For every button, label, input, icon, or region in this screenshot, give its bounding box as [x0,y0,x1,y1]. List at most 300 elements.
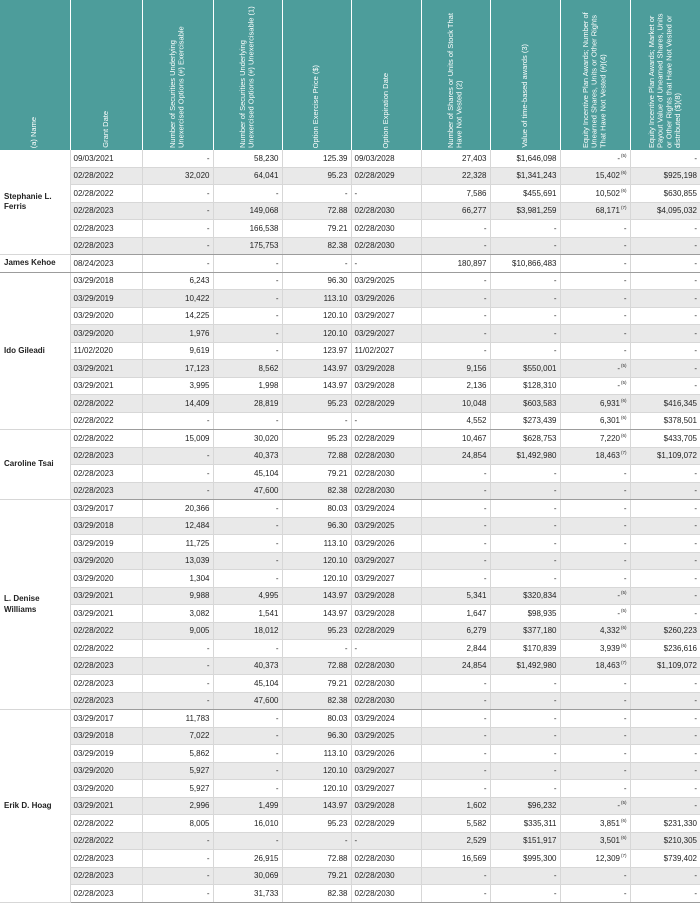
equity-incentive-value-cell: - [630,692,700,710]
equity-incentive-units-cell [560,867,630,885]
grant-date-cell: 03/29/2020 [70,570,142,588]
unexercisable-cell: - [213,780,282,798]
exercise-price-cell: 79.21 [282,220,351,238]
unexercisable-cell: 45,104 [213,465,282,483]
exercise-price-cell: 72.88 [282,657,351,675]
time-based-value-cell: - [490,745,560,763]
equity-units-value: - [623,241,627,251]
unvested-shares-cell: - [421,517,490,535]
equity-incentive-units-cell [560,185,630,203]
equity-incentive-units-cell [560,465,630,483]
exercise-price-cell: 80.03 [282,500,351,518]
expiration-date-cell: 02/28/2030 [351,237,421,255]
grant-date-cell: 02/28/2022 [70,167,142,185]
exercisable-cell: 9,988 [142,587,213,605]
unvested-shares-cell: - [421,220,490,238]
time-based-value-cell: $128,310 [490,377,560,395]
time-based-value-cell: $1,646,098 [490,150,560,167]
equity-incentive-value-cell: - [630,710,700,728]
exercise-price-cell: 143.97 [282,377,351,395]
equity-incentive-units-cell [560,272,630,290]
grant-date-cell: 03/29/2021 [70,605,142,623]
equity-units-value: - [623,293,627,303]
exercisable-cell: - [142,692,213,710]
equity-incentive-units-cell [560,552,630,570]
grant-date-cell: 02/28/2023 [70,850,142,868]
unvested-shares-cell: 27,403 [421,150,490,167]
table-row [0,867,700,885]
exercise-price-cell: 120.10 [282,307,351,325]
expiration-date-cell: 02/28/2030 [351,482,421,500]
exercise-price-cell: 82.38 [282,237,351,255]
grant-date-cell: 02/28/2023 [70,675,142,693]
equity-incentive-units-cell [560,832,630,850]
grant-date-cell: 02/28/2023 [70,220,142,238]
equity-units-value: - [623,871,627,881]
table-row [0,745,700,763]
unexercisable-cell: 40,373 [213,657,282,675]
exercise-price-cell: 82.38 [282,885,351,903]
exercise-price-cell: 82.38 [282,482,351,500]
expiration-date-cell: 03/29/2027 [351,307,421,325]
equity-incentive-units-cell [560,482,630,500]
equity-incentive-value-cell: $416,345 [630,395,700,413]
time-based-value-cell: - [490,517,560,535]
table-row [0,290,700,308]
unexercisable-cell: - [213,307,282,325]
expiration-date-cell: 03/29/2028 [351,377,421,395]
time-based-value-cell: $995,300 [490,850,560,868]
exercise-price-cell: 72.88 [282,202,351,220]
expiration-date-cell: 02/28/2029 [351,167,421,185]
equity-incentive-units-cell [560,290,630,308]
equity-incentive-value-cell: - [630,552,700,570]
expiration-date-cell: 02/28/2029 [351,622,421,640]
unexercisable-cell: 47,600 [213,482,282,500]
equity-incentive-units-cell [560,815,630,833]
exercisable-cell: 20,366 [142,500,213,518]
unexercisable-cell: - [213,255,282,273]
equity-incentive-units-cell [560,167,630,185]
equity-units-value: 7,220 [599,433,620,443]
table-header [0,0,700,150]
unexercisable-cell: 1,998 [213,377,282,395]
grant-date-cell: 02/28/2022 [70,832,142,850]
table-row [0,797,700,815]
unvested-shares-cell: 5,341 [421,587,490,605]
executive-name: Stephanie L. Ferris [0,150,70,255]
unvested-shares-cell: - [421,675,490,693]
unexercisable-cell: 26,915 [213,850,282,868]
expiration-date-cell: 03/29/2024 [351,710,421,728]
time-based-value-cell: $1,492,980 [490,657,560,675]
unvested-shares-cell: - [421,552,490,570]
footnote-marker: (6) [621,817,627,823]
exercisable-cell: 3,082 [142,605,213,623]
equity-incentive-value-cell: $260,223 [630,622,700,640]
footnote-marker: (7) [621,205,627,211]
time-based-value-cell: $335,311 [490,815,560,833]
time-based-value-cell: - [490,290,560,308]
equity-incentive-units-cell [560,150,630,167]
grant-date-cell: 08/24/2023 [70,255,142,273]
unvested-shares-cell: - [421,867,490,885]
time-based-value-cell: - [490,867,560,885]
equity-units-value: - [617,608,620,618]
table-row [0,342,700,360]
expiration-date-cell: 03/29/2028 [351,587,421,605]
exercisable-cell: 5,927 [142,780,213,798]
equity-units-value: - [623,678,627,688]
grant-date-cell: 03/29/2019 [70,745,142,763]
equity-units-value: - [617,363,620,373]
time-based-value-cell: $320,834 [490,587,560,605]
table-row [0,412,700,430]
unexercisable-cell: 16,010 [213,815,282,833]
exercise-price-cell: 143.97 [282,797,351,815]
footnote-marker: (5) [621,152,627,158]
expiration-date-cell: 02/28/2029 [351,395,421,413]
exercisable-cell: - [142,657,213,675]
unvested-shares-cell: - [421,482,490,500]
equity-incentive-units-cell [560,797,630,815]
time-based-value-cell: $273,439 [490,412,560,430]
grant-date-cell: 03/29/2018 [70,517,142,535]
unexercisable-cell: 175,753 [213,237,282,255]
grant-date-cell: 03/29/2021 [70,587,142,605]
exercisable-cell: - [142,220,213,238]
equity-incentive-units-cell [560,325,630,343]
unvested-shares-cell: - [421,692,490,710]
footnote-marker: (5) [621,607,627,613]
grant-date-cell: 02/28/2023 [70,657,142,675]
equity-incentive-value-cell: - [630,745,700,763]
exercisable-cell: 9,005 [142,622,213,640]
unexercisable-cell: 30,020 [213,430,282,448]
table-row [0,395,700,413]
table-row [0,640,700,658]
grant-date-cell: 03/29/2021 [70,360,142,378]
equity-incentive-value-cell: $630,855 [630,185,700,203]
equity-units-value: 12,309 [595,853,620,863]
equity-incentive-value-cell: - [630,500,700,518]
expiration-date-cell: 02/28/2030 [351,867,421,885]
exercisable-cell: - [142,150,213,167]
unexercisable-cell: 4,995 [213,587,282,605]
unexercisable-cell: 166,538 [213,220,282,238]
grant-date-cell: 11/02/2020 [70,342,142,360]
col-header-unvested-shares: Number of Shares or Units of Stock That Have Not Vested (2) [421,0,490,150]
equity-incentive-value-cell: $210,305 [630,832,700,850]
exercise-price-cell: 120.10 [282,552,351,570]
unexercisable-cell: 40,373 [213,447,282,465]
unvested-shares-cell: 9,156 [421,360,490,378]
exercisable-cell: 5,927 [142,762,213,780]
exercise-price-cell: 120.10 [282,762,351,780]
grant-date-cell: 02/28/2023 [70,237,142,255]
grant-date-cell: 03/29/2021 [70,377,142,395]
exercise-price-cell: 113.10 [282,535,351,553]
equity-units-value: - [623,223,627,233]
time-based-value-cell: $455,691 [490,185,560,203]
grant-date-cell: 03/29/2020 [70,325,142,343]
time-based-value-cell: - [490,342,560,360]
unexercisable-cell: 64,041 [213,167,282,185]
equity-incentive-value-cell: - [630,150,700,167]
exercise-price-cell: 96.30 [282,517,351,535]
equity-incentive-units-cell [560,202,630,220]
unvested-shares-cell: 6,279 [421,622,490,640]
unvested-shares-cell: 66,277 [421,202,490,220]
grant-date-cell: 03/29/2018 [70,272,142,290]
table-row [0,762,700,780]
exercise-price-cell: 120.10 [282,325,351,343]
unvested-shares-cell: 4,552 [421,412,490,430]
col-header-exercisable: Number of Securities Underlying Unexercised Options (#) Exercisable [142,0,213,150]
equity-incentive-value-cell: - [630,867,700,885]
exercisable-cell: 9,619 [142,342,213,360]
equity-incentive-units-cell [560,412,630,430]
unvested-shares-cell: - [421,342,490,360]
grant-date-cell: 02/28/2023 [70,867,142,885]
table-row [0,360,700,378]
time-based-value-cell: - [490,325,560,343]
expiration-date-cell: - [351,640,421,658]
exercisable-cell: 7,022 [142,727,213,745]
equity-units-value: - [623,783,627,793]
exercise-price-cell: 96.30 [282,272,351,290]
unvested-shares-cell: - [421,570,490,588]
exercisable-cell: 14,409 [142,395,213,413]
unexercisable-cell: - [213,325,282,343]
exercisable-cell: - [142,202,213,220]
unvested-shares-cell: 10,467 [421,430,490,448]
grant-date-cell: 02/28/2022 [70,622,142,640]
grant-date-cell: 02/28/2022 [70,395,142,413]
time-based-value-cell: - [490,482,560,500]
exercise-price-cell: 95.23 [282,167,351,185]
unvested-shares-cell: - [421,237,490,255]
exercise-price-cell: 95.23 [282,430,351,448]
table-row [0,815,700,833]
exercise-price-cell: 95.23 [282,622,351,640]
unexercisable-cell: - [213,745,282,763]
footnote-marker: (6) [621,415,627,421]
exercise-price-cell: 125.39 [282,150,351,167]
time-based-value-cell: - [490,465,560,483]
exercisable-cell: - [142,412,213,430]
table-row [0,885,700,903]
unvested-shares-cell: 16,569 [421,850,490,868]
table-row [0,325,700,343]
grant-date-cell: 02/28/2023 [70,447,142,465]
equity-incentive-value-cell: - [630,307,700,325]
equity-units-value: - [623,556,627,566]
table-row [0,500,700,518]
grant-date-cell: 02/28/2023 [70,692,142,710]
executive-name: James Kehoe [0,255,70,273]
equity-incentive-units-cell [560,430,630,448]
equity-units-value: - [617,591,620,601]
exercisable-cell: 6,243 [142,272,213,290]
equity-incentive-value-cell: $378,501 [630,412,700,430]
time-based-value-cell: - [490,885,560,903]
grant-date-cell: 02/28/2022 [70,815,142,833]
time-based-value-cell: $377,180 [490,622,560,640]
expiration-date-cell: - [351,412,421,430]
equity-incentive-units-cell [560,447,630,465]
table-row [0,605,700,623]
equity-incentive-value-cell: - [630,675,700,693]
table-row [0,710,700,728]
unvested-shares-cell: 1,602 [421,797,490,815]
exercisable-cell: 13,039 [142,552,213,570]
expiration-date-cell: 03/29/2027 [351,325,421,343]
equity-units-value: - [623,731,627,741]
unexercisable-cell: 30,069 [213,867,282,885]
footnote-marker: (7) [621,660,627,666]
time-based-value-cell: - [490,535,560,553]
equity-incentive-value-cell: - [630,342,700,360]
unvested-shares-cell: - [421,325,490,343]
table-row [0,237,700,255]
grant-date-cell: 03/29/2021 [70,797,142,815]
table-row [0,447,700,465]
col-header-time-based-value: Value of time-based awards (3) [490,0,560,150]
unvested-shares-cell: 2,844 [421,640,490,658]
equity-incentive-units-cell [560,307,630,325]
expiration-date-cell: 03/29/2028 [351,605,421,623]
equity-units-value: 68,171 [595,206,620,216]
table-row [0,482,700,500]
unvested-shares-cell: - [421,727,490,745]
exercisable-cell: 12,484 [142,517,213,535]
exercise-price-cell: - [282,832,351,850]
time-based-value-cell: $3,981,259 [490,202,560,220]
exercisable-cell: 3,995 [142,377,213,395]
grant-date-cell: 03/29/2020 [70,780,142,798]
equity-incentive-units-cell [560,622,630,640]
table-row [0,675,700,693]
equity-incentive-value-cell: - [630,780,700,798]
equity-incentive-units-cell [560,500,630,518]
equity-incentive-value-cell: $1,109,072 [630,657,700,675]
expiration-date-cell: 03/29/2026 [351,290,421,308]
equity-incentive-value-cell: - [630,482,700,500]
unexercisable-cell: - [213,727,282,745]
footnote-marker: (5) [621,362,627,368]
unexercisable-cell: 28,819 [213,395,282,413]
table-row [0,202,700,220]
equity-units-value: - [623,311,627,321]
equity-incentive-value-cell: $231,330 [630,815,700,833]
exercisable-cell: 11,725 [142,535,213,553]
equity-incentive-value-cell: - [630,360,700,378]
col-header-name: (a) Name [0,0,70,150]
exercisable-cell: 1,304 [142,570,213,588]
equity-incentive-value-cell: - [630,377,700,395]
equity-incentive-value-cell: - [630,587,700,605]
time-based-value-cell: - [490,762,560,780]
grant-date-cell: 02/28/2023 [70,465,142,483]
col-header-expiration-date: Option Expiration Date [351,0,421,150]
col-header-grant-date: Grant Date [70,0,142,150]
equity-incentive-units-cell [560,710,630,728]
table-row [0,622,700,640]
equity-incentive-units-cell [560,587,630,605]
expiration-date-cell: 03/29/2027 [351,552,421,570]
footnote-marker: (6) [621,625,627,631]
unvested-shares-cell: - [421,710,490,728]
exercisable-cell: - [142,255,213,273]
unvested-shares-cell: 10,048 [421,395,490,413]
equity-units-value: - [623,748,627,758]
time-based-value-cell: - [490,307,560,325]
exercise-price-cell: 120.10 [282,570,351,588]
exercise-price-cell: 79.21 [282,465,351,483]
exercisable-cell: 1,976 [142,325,213,343]
table-body [0,150,700,902]
unvested-shares-cell: - [421,272,490,290]
equity-incentive-value-cell: $236,616 [630,640,700,658]
equity-incentive-units-cell [560,762,630,780]
unvested-shares-cell: 2,136 [421,377,490,395]
exercisable-cell: - [142,447,213,465]
executive-name: Caroline Tsai [0,430,70,500]
unexercisable-cell: - [213,552,282,570]
grant-date-cell: 03/29/2020 [70,762,142,780]
grant-date-cell: 02/28/2022 [70,412,142,430]
exercise-price-cell: - [282,412,351,430]
exercise-price-cell: 82.38 [282,692,351,710]
expiration-date-cell: 03/29/2027 [351,762,421,780]
footnote-marker: (6) [621,187,627,193]
equity-units-value: 3,939 [599,643,620,653]
expiration-date-cell: 03/29/2027 [351,570,421,588]
exercisable-cell: 15,009 [142,430,213,448]
equity-incentive-units-cell [560,780,630,798]
footnote-marker: (5) [621,590,627,596]
unexercisable-cell: - [213,517,282,535]
exercisable-cell: 10,422 [142,290,213,308]
exercise-price-cell: 143.97 [282,605,351,623]
unexercisable-cell: 18,012 [213,622,282,640]
table-row [0,377,700,395]
grant-date-cell: 03/29/2017 [70,500,142,518]
table-row [0,570,700,588]
exercise-price-cell: 120.10 [282,780,351,798]
exercisable-cell: - [142,465,213,483]
time-based-value-cell: - [490,552,560,570]
time-based-value-cell: $98,935 [490,605,560,623]
unexercisable-cell: - [213,185,282,203]
exercisable-cell: - [142,832,213,850]
footnote-marker: (6) [621,170,627,176]
exercisable-cell: - [142,640,213,658]
exercisable-cell: - [142,885,213,903]
time-based-value-cell: $1,341,243 [490,167,560,185]
table-row [0,150,700,167]
time-based-value-cell: - [490,220,560,238]
equity-incentive-units-cell [560,395,630,413]
unvested-shares-cell: - [421,780,490,798]
time-based-value-cell: $96,232 [490,797,560,815]
unexercisable-cell: - [213,272,282,290]
unexercisable-cell: 1,541 [213,605,282,623]
table-row [0,780,700,798]
time-based-value-cell: - [490,237,560,255]
grant-date-cell: 02/28/2023 [70,885,142,903]
